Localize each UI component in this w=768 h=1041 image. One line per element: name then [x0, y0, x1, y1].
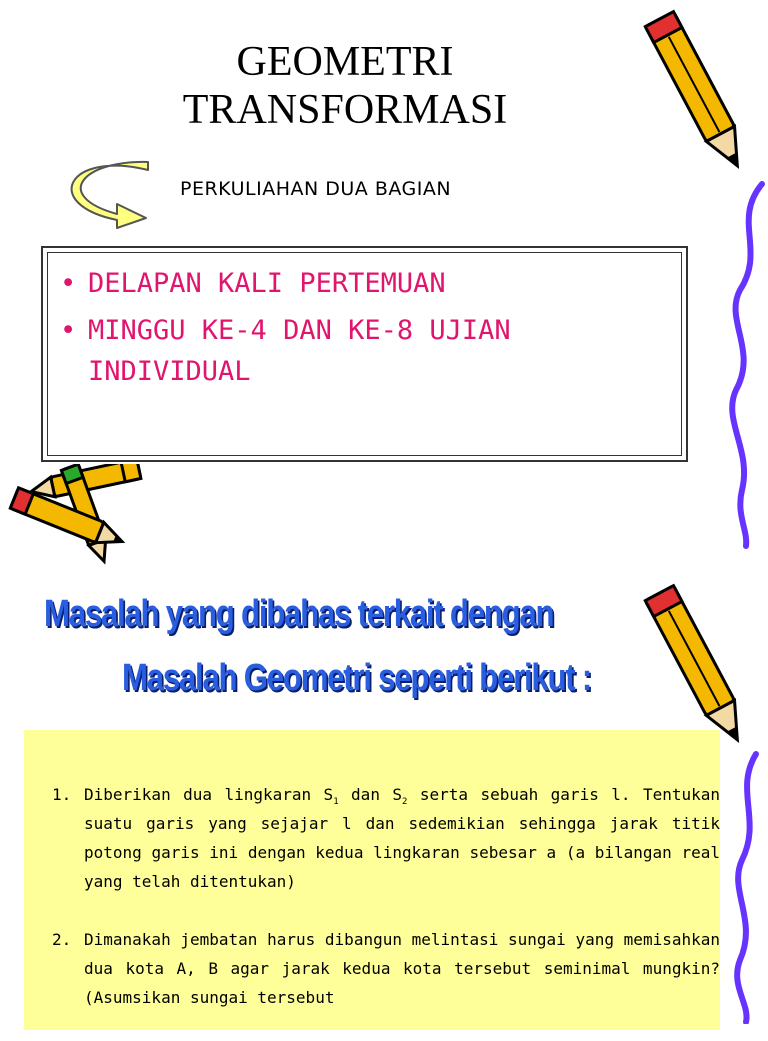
title-line-2: TRANSFORMASI [182, 87, 508, 133]
pencil-icon [640, 0, 755, 185]
bullet-text: DELAPAN KALI PERTEMUAN [88, 268, 446, 299]
problem-item: 1. Diberikan dua lingkaran $S_1$ dan $S_2$ serta sebuah garis l. Tentukan suatu garis yang sejajar l dan sedemikian sehingga jarak titik potong garis ini dengan kedua lingkaran sebesar a (a bilangan real yang telah ditentukan) [52, 780, 720, 896]
bullet-list [60, 263, 671, 398]
bullet-text: MINGGU KE-4 DAN KE-8 UJIAN INDIVIDUAL [88, 315, 511, 387]
pencil-icon [0, 464, 160, 574]
bullet-dot: • [60, 268, 77, 299]
problem-list [52, 780, 720, 1041]
problem-number: 1. [52, 785, 72, 804]
bullet-box [41, 246, 688, 462]
squiggle-line-icon [722, 180, 768, 550]
problems-panel [24, 730, 720, 1030]
curved-arrow-icon [62, 158, 152, 230]
bullet-dot: • [60, 315, 77, 346]
subtitle: PERKULIAHAN DUA BAGIAN [180, 178, 452, 200]
problem-text: Dimanakah jembatan harus dibangun melintasi sungai yang memisahkan dua kota A, B agar jarak kedua kota tersebut seminimal mungkin? (Asumsikan sungai tersebut [84, 930, 720, 1007]
title-line-1: GEOMETRI [236, 39, 454, 85]
squiggle-line-icon [726, 750, 768, 1024]
slide-title [90, 38, 600, 134]
section-heading-line-2: Masalah Geometri seperti berikut : [122, 657, 592, 699]
slide-2 [0, 560, 768, 1024]
bullet-item [60, 310, 671, 392]
problem-item [52, 925, 720, 1012]
bullet-item [60, 263, 671, 304]
section-heading-line-1: Masalah yang dibahas terkait dengan [44, 593, 554, 635]
problem-number: 2. [52, 930, 72, 949]
